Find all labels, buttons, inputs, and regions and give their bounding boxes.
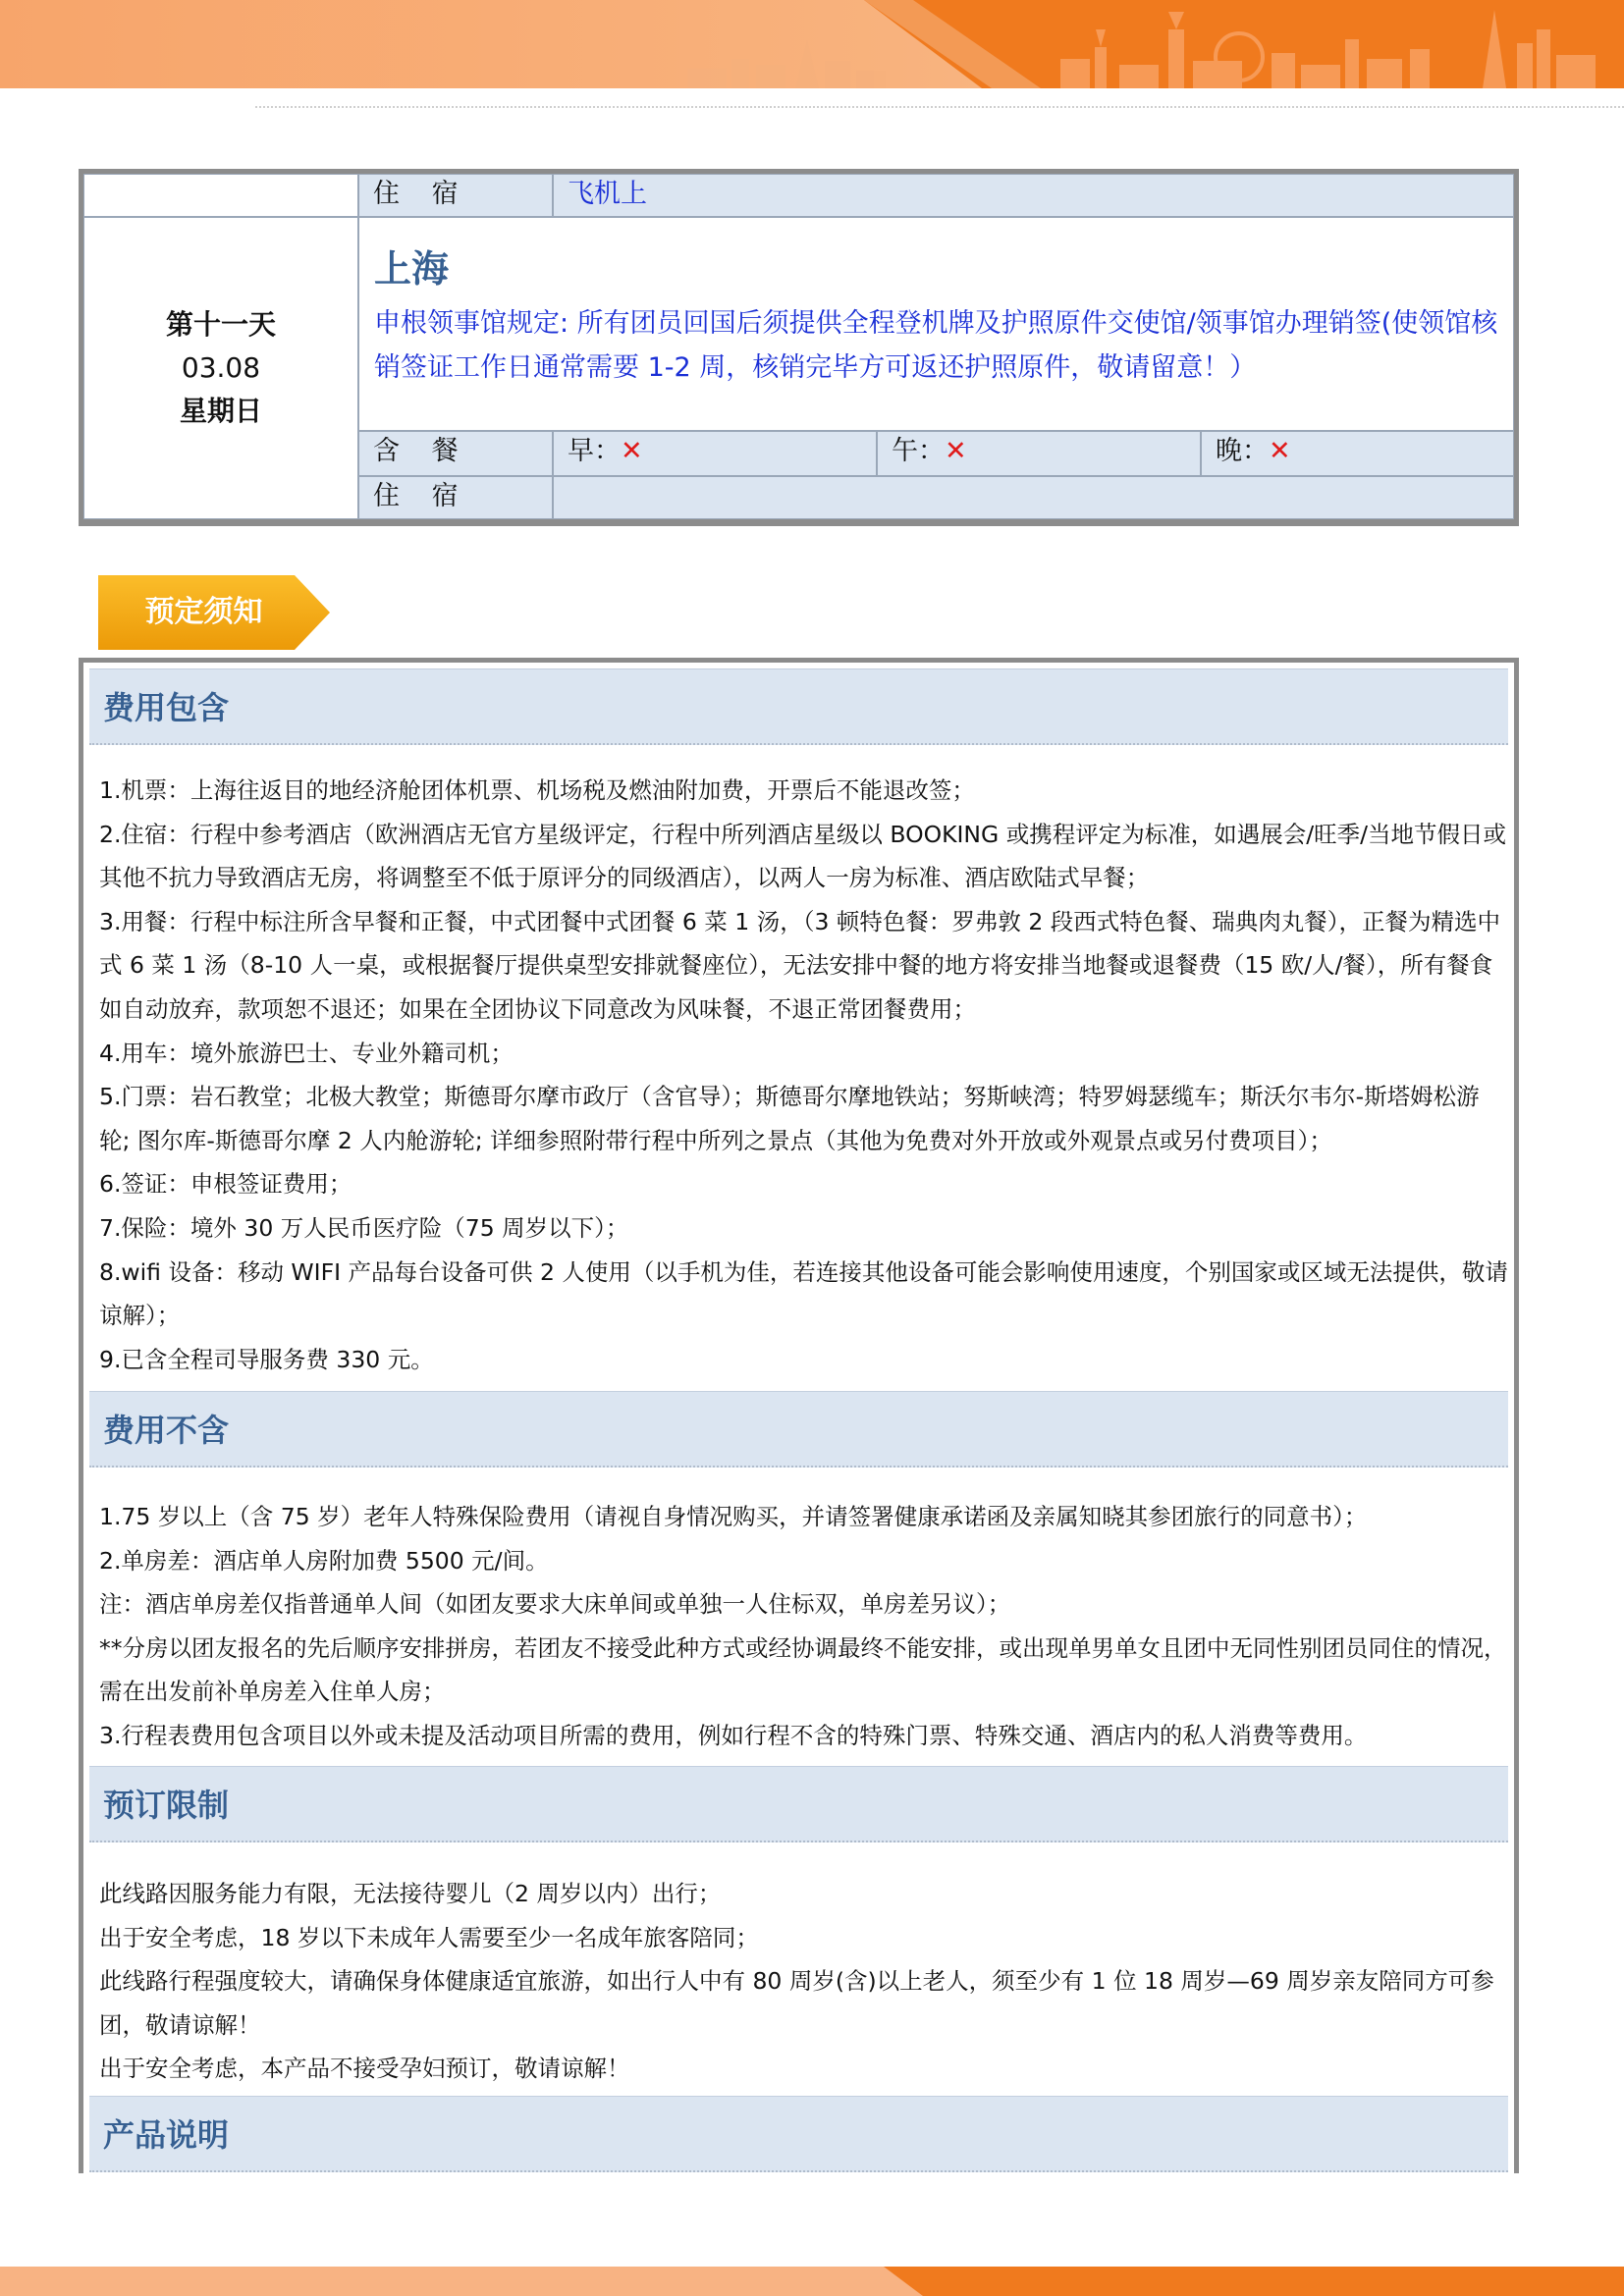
booking-tag: 预定须知	[144, 595, 263, 629]
section-body-included	[99, 769, 1508, 1381]
visa-notice: 申根领事馆规定: 所有团员回国后须提供全程登机牌及护照原件交使馆/领事馆办理销签(使领馆核销签证工作日通常需要 1-2 周，核销完毕方可返还护照原件，敬请留意！）	[374, 308, 1498, 383]
header-banner	[0, 0, 1624, 88]
note-line: 注：酒店单房差仅指普通单人间（如团友要求大床单间或单独一人住标双，单房差另议）；	[99, 1590, 1011, 1619]
note-line: 1.75 岁以上（含 75 岁）老年人特殊保险费用（请视自身情况购买，并请签署健康承诺函及亲属知晓其参团旅行的同意书）；	[99, 1503, 1368, 1530]
city-title: 上海	[374, 247, 450, 291]
note-line: **分房以团友报名的先后顺序安排拼房，若团友不接受此种方式或经协调最终不能安排，或出现单男单女且团中无同性别团员同住的情况，需在出发前补单房差入住单人房；	[99, 1633, 1507, 1706]
note-line: 出于安全考虑，18 岁以下未成年人需要至少一名成年旅客陪同；	[99, 1923, 759, 1951]
note-line: 此线路因服务能力有限，无法接待婴儿（2 周岁以内）出行；	[99, 1880, 722, 1907]
top-lodging-label: 住 宿	[358, 174, 553, 217]
section-title-excluded: 费用不含	[89, 1391, 1508, 1468]
day-weekday: 星期日	[179, 395, 262, 427]
note-line: 4.用车：境外旅游巴士、专业外籍司机；	[99, 1039, 514, 1067]
day-name: 第十一天	[165, 308, 276, 341]
note-line: 5.门票：岩石教堂；北极大教堂；斯德哥尔摩市政厅（含官导）；斯德哥尔摩地铁站；努斯峡湾；特罗姆瑟缆车；斯沃尔韦尔-斯塔姆松游轮; 图尔库-斯德哥尔摩 2 人内舱游轮; 详细参照附带行程中所列之景点（其他为免费对外开放或外观景点或另付费项目）；	[99, 1083, 1480, 1154]
meal-breakfast	[553, 431, 877, 476]
meal-dinner-label: 晚：	[1216, 436, 1269, 466]
meal-dinner	[1201, 431, 1514, 476]
top-lodging-value: 飞机上	[553, 174, 1514, 217]
note-line: 3.行程表费用包含项目以外或未提及活动项目所需的费用，例如行程不含的特殊门票、特殊交通、酒店内的私人消费等费用。	[99, 1721, 1368, 1749]
section-title-included: 费用包含	[89, 668, 1508, 745]
note-line: 3.用餐：行程中标注所含早餐和正餐，中式团餐中式团餐 6 菜 1 汤，（3 顿特色餐：罗弗敦 2 段西式特色餐、瑞典肉丸餐），正餐为精选中式 6 菜 1 汤（8-10 人一桌，或根据餐厅提供桌型安排就餐座位），无法安排中餐的地方将安排当地餐或退餐费（15 欧/人/餐），所有餐食如自动放弃，款项恕不退还；如果在全团协议下同意改为风味餐，不退正常团餐费用；	[99, 907, 1501, 1023]
itinerary-table	[79, 169, 1519, 526]
note-line: 出于安全考虑，本产品不接受孕妇预订，敬请谅解！	[99, 2055, 630, 2083]
section-title-restrictions: 预订限制	[89, 1766, 1508, 1842]
section-body-excluded	[99, 1495, 1508, 1758]
note-line: 7.保险：境外 30 万人民币医疗险（75 周岁以下）；	[99, 1213, 629, 1242]
note-line: 6.签证：申根签证费用；	[99, 1170, 352, 1199]
note-line: 1.机票：上海往返目的地经济舱团体机票、机场税及燃油附加费，开票后不能退改签；	[99, 776, 975, 804]
section-body-restrictions	[99, 1872, 1508, 2091]
note-line: 9.已含全程司导服务费 330 元。	[99, 1345, 434, 1373]
note-line: 2.住宿：行程中参考酒店（欧洲酒店无官方星级评定，行程中所列酒店星级以 BOOKING 或携程评定为标准，如遇展会/旺季/当地节假日或其他不抗力导致酒店无房，将调整至不低于原评分的同级酒店），以两人一房为标准、酒店欧陆式早餐；	[99, 820, 1507, 892]
meal-lunch-label: 午：	[892, 436, 945, 466]
section-title-product: 产品说明	[89, 2096, 1508, 2172]
day-date: 03.08	[181, 351, 261, 384]
lodging-label: 住 宿	[358, 476, 553, 519]
meal-breakfast-label: 早：	[568, 436, 621, 466]
day-box	[83, 217, 358, 519]
booking-notes-panel	[79, 658, 1519, 2173]
meals-label: 含 餐	[358, 431, 553, 476]
breakfast-cross-icon: ✕	[621, 436, 643, 466]
lunch-cross-icon: ✕	[945, 436, 967, 466]
top-row-blank	[83, 174, 358, 217]
header-divider	[255, 106, 1624, 108]
meal-lunch	[877, 431, 1201, 476]
dinner-cross-icon: ✕	[1269, 436, 1291, 466]
note-line: 此线路行程强度较大，请确保身体健康适宜旅游，如出行人中有 80 周岁(含)以上老人，须至少有 1 位 18 周岁—69 周岁亲友陪同方可参团，敬请谅解！	[99, 1967, 1494, 2039]
footer-bar	[0, 2267, 1624, 2296]
lodging-value	[553, 476, 1514, 519]
note-line: 2.单房差：酒店单人房附加费 5500 元/间。	[99, 1546, 549, 1575]
note-line: 8.wifi 设备：移动 WIFI 产品每台设备可供 2 人使用（以手机为佳，若连接其他设备可能会影响使用速度，个别国家或区域无法提供，敬请谅解）；	[99, 1257, 1508, 1330]
